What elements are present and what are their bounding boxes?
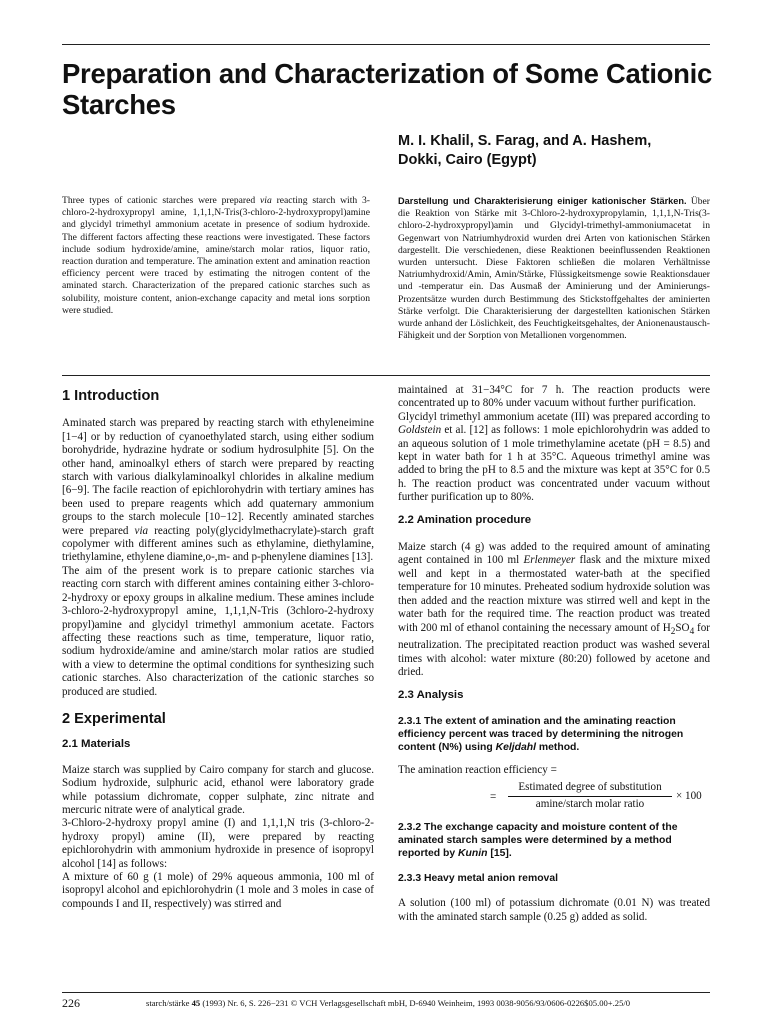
heading-introduction: 1 Introduction <box>62 388 160 404</box>
abstract-italic: via <box>260 195 272 206</box>
text-run: for neutralization. The precipitated reaction product was washed several times with alcohol: water mixture (80:20) followed by acetone and dried. <box>398 621 710 678</box>
amination-paragraph <box>398 541 710 679</box>
paper-title: Preparation and Characterization of Some Cationic Starches <box>62 58 713 120</box>
heading-2-3-1 <box>398 715 710 754</box>
metal-removal-paragraph: A solution (100 ml) of potassium dichromate (0.01 N) was treated with the aminated starch sample (0.25 g) added as solid. <box>398 897 710 923</box>
text-run: method. <box>535 741 580 753</box>
left-column <box>62 384 374 911</box>
abstract-german <box>398 195 710 342</box>
author-affiliation: Dokki, Cairo (Egypt) <box>398 152 537 168</box>
text-italic: Kunin <box>458 848 488 860</box>
right-paragraph-1: maintained at 31−34°C for 7 h. The reaction products were concentrated up to 80% under vacuum without further purification. <box>398 384 710 410</box>
top-rule <box>62 44 710 45</box>
text-italic: Erlenmeyer <box>523 554 576 567</box>
abstract-english <box>62 195 370 317</box>
equation-multiplier: × 100 <box>676 790 702 803</box>
journal-citation <box>146 998 630 1008</box>
text-run: et al. [12] as follows: 1 mole epichlorohydrin was added to an aqueous solution of 1 mole trimethylamine acetate (pH = 8.5) and kept in water bath for 1 h at 35°C. Aqueous trimethyl amine was added to bring the pH to 8.5 and the mixture was kept at 35°C for 0.5 h. The reaction product was concentrated under vacuum without further purification up to 80%. <box>398 424 710 504</box>
intro-paragraph-1 <box>62 417 374 564</box>
equation-intro: The amination reaction efficiency = <box>398 763 557 776</box>
heading-materials: 2.1 Materials <box>62 738 131 751</box>
heading-amination: 2.2 Amination procedure <box>398 513 532 526</box>
text-run: 2.3.2 The exchange capacity and moisture content of the aminated starch samples were determined by a method reported by <box>398 822 678 860</box>
right-column <box>398 384 710 924</box>
equation-numerator: Estimated degree of substitution <box>518 781 662 794</box>
right-paragraph-2 <box>398 411 710 505</box>
german-abstract-text: Über die Reaktion von Stärke mit 3-Chloro-2-hydroxypropylamin, 1,1,1,N-Tris(3-chloro-2-hydroxypropyl)amin und Glycidyl-trimethyl-ammoniumacetat in Gegenwart von Natriumhydroxid wurden drei Arten von kationischen Stärken dargestellt. Die verschiedenen, diese Reaktionen beeinflussenden Reaktionen wurden untersucht. Diese Faktoren schließen die molaren Verhältnisse Natriumhydroxid/Amin, Amin/Stärke, Flüssigkeitsmenge sowie Reaktionsdauer und -temperatur ein. Das Ausmaß der Aminierung und der Aminierungs-Prozentsätze wurden durch Bestimmung des Stickstoffgehaltes der aminierten Stärke verfolgt. Die Charakterisierung der dargestellten kationischen Stärken wurde anhand der Löslichkeit, des Feuchtigkeitsgehaltes, der Anionenaustausch-Fähigkeit und der Sorption von Metallionen vorgenommen. <box>398 196 710 342</box>
abstract-text: reacting starch with 3-chloro-2-hydroxypropyl amine, 1,1,1,N-Tris(3-chloro-2-hydroxypropyl)amine and glycidyl trimethyl ammonium acetate in presence of sodium hydroxide. The different factors affecting these reactions were investigated. These factors include sodium hydroxide/amine, amine/starch molar ratios, liquor ratio, reaction duration and temperature. The amination extent and amination reaction efficiency percent were traced by estimating the nitrogen content of the aminated starch. Characterization of the prepared cationic starches such as solubility, moisture content, anion-exchange capacity and metal ions sorption were studied. <box>62 195 370 316</box>
text-run: [15]. <box>487 848 512 860</box>
heading-analysis: 2.3 Analysis <box>398 689 464 702</box>
heading-experimental: 2 Experimental <box>62 710 166 727</box>
text-run: Maize starch (4 g) was added to the required amount of aminating agent contained in 100 ml <box>398 541 710 567</box>
journal-volume: 45 <box>191 998 201 1008</box>
footer-rule <box>62 992 710 993</box>
text-run: 2.3.1 The extent of amination and the aminating reaction efficiency percent was traced by determining the nitrogen content (N%) using <box>398 715 684 753</box>
author-block <box>398 132 718 170</box>
subscript: 2 <box>670 626 676 637</box>
text-run: (1993) Nr. 6, S. 226−231 © VCH Verlagsgesellschaft mbH, D-6940 Weinheim, 1993 0038-9056/93/0606-0226$05.00+.25/0 <box>200 998 631 1008</box>
fraction-bar <box>508 796 672 797</box>
section-rule <box>62 375 710 376</box>
text-italic: Keljdahl <box>495 741 536 753</box>
text-italic: via <box>134 524 149 537</box>
text-run: SO <box>675 621 690 634</box>
materials-paragraph-3: A mixture of 60 g (1 mole) of 29% aqueous ammonia, 100 ml of isopropyl alcohol and epichlorohydrin (1 mole and 3 moles in case of compounds I and II, respectively) was stirred and <box>62 871 374 910</box>
equation-equals: = <box>490 791 497 804</box>
german-abstract-title: Darstellung und Charakterisierung einiger kationischer Stärken. <box>398 196 687 206</box>
text-run: Glycidyl trimethyl ammonium acetate (III) was prepared according to <box>398 410 710 423</box>
heading-2-3-2 <box>398 821 710 860</box>
page-number: 226 <box>62 996 80 1010</box>
materials-paragraph-1: Maize starch was supplied by Cairo company for starch and glucose. Sodium hydroxide, sulphuric acid, ethanol were laboratory grade while potassium dichromate, copper sulphate, zinc nitrate and mercuric nitrate were of analytical grade. <box>62 763 374 816</box>
text-run: Aminated starch was prepared by reacting starch with ethyleneimine [1−4] or by reduction of cyanoethylated starch, using either sodium borohydride, hydrazine hydrate or sodium hydrosulphite [5]. On the other hand, aminoalkyl ethers of starch were prepared by reacting starch with various dialkylaminoalkyl chlorides in alkaline medium [6−9]. The facile reaction of epichlorohydrin with tertiary amines has been used to prepare reagents which add quaternary ammonium groups to the starch molecule [10−12]. Recently aminated starches were prepared <box>62 417 374 537</box>
heading-2-3-3: 2.3.3 Heavy metal anion removal <box>398 873 558 885</box>
text-run: starch/stärke <box>146 998 192 1008</box>
text-run: reacting poly(glycidylmethacrylate)-starch graft copolymer with different amines such as ethylamine, diethylamine, triethylamine, ethylene diamine,o-,m- and p-phenylene diamines [13]. <box>62 524 374 564</box>
author-names: M. I. Khalil, S. Farag, and A. Hashem, <box>398 133 652 149</box>
intro-paragraph-2: The aim of the present work is to prepare cationic starches via reacting corn starch with different amines containing either 3-chloro-2-hydroxy or epoxy groups in alkaline medium. These amines include 3-chloro-2-hydroxypropyl amine, 1,1,1,N-Tris (3chloro-2-hydroxy propyl)amine and glycidyl trimethyl ammonium acetate. Factors affecting these reactions such as time, temperature, liquor ratio, sodium hydroxide/amine and amine/starch molar ratios are studied with a view to determine the optimal conditions for synthesizing such cationic starches. Also characterization of the cationic starches so produced are studied. <box>62 564 374 698</box>
text-italic: Goldstein <box>398 424 442 437</box>
equation-denominator: amine/starch molar ratio <box>535 798 645 811</box>
subscript: 4 <box>689 626 695 637</box>
abstract-text: Three types of cationic starches were prepared <box>62 195 261 206</box>
materials-paragraph-2: 3-Chloro-2-hydroxy propyl amine (I) and 1,1,1,N tris (3-chloro-2-hydroxy propyl) amine (II), were prepared by reacting epichlorohydrin with ammonium hydroxide in presence of isopropyl alcohol [14] as follows: <box>62 817 374 870</box>
text-run: flask and the mixture mixed well and kept in a thermostated water-bath at the specified temperature for 10 minutes. Preheated sodium hydroxide solution was then added and the reaction mixture was stirred well and kept in the water bath for the required time. The reaction product was treated with 200 ml of ethanol containing the necessary amount of H <box>398 554 710 634</box>
efficiency-equation <box>398 781 710 815</box>
